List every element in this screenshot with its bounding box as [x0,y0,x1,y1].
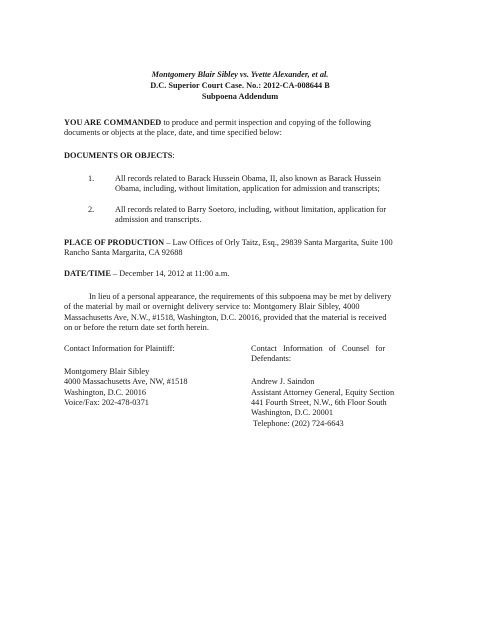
delivery-line: of the material by mail or overnight delivery service to: Montgomery Blair Sibley, 4000 [64,302,360,312]
datetime-label: DATE/TIME [64,269,111,278]
delivery-line: In lieu of a personal appearance, the requirements of this subpoena may be met by delivery [89,292,392,301]
counsel-address2: Washington, D.C. 20001 [251,408,334,418]
counsel-address1: 441 Fourth Street, N.W., 6th Floor South [251,398,387,408]
plaintiff-name: Montgomery Blair Sibley [64,366,150,376]
defendants-counsel-contact [251,344,394,429]
place-line1: – Law Offices of Orly Taitz, Esq., 29839 Santa Margarita, Suite 100 [164,238,393,247]
delivery-paragraph [64,292,426,334]
counsel-title: Assistant Attorney General, Equity Section [251,387,395,397]
delivery-line: on or before the return date set forth herein. [64,323,209,333]
defendants-heading-2: Defendants: [251,354,292,364]
item-number: 2. [88,205,95,214]
place-label: PLACE OF PRODUCTION [64,238,165,247]
item-line: All records related to Barack Hussein Obama, II, also known as Barack Hussein [115,174,381,183]
documents-heading: DOCUMENTS OR OBJECTS: [64,151,175,160]
delivery-line: Massachusetts Ave, N.W., #1518, Washington, D.C. 20016, provided that the material is received [64,312,387,322]
command-line1: to produce and permit inspection and copying of the following [161,118,371,127]
command-line2: documents or objects at the place, date, and time specified below: [64,128,282,138]
place-of-production [64,238,434,259]
case-number: D.C. Superior Court Case. No.: 2012-CA-008644 B [150,81,330,90]
plaintiff-address2: Washington, D.C. 20016 [64,387,147,397]
command-lead: YOU ARE COMMANDED [64,118,162,127]
case-title: Montgomery Blair Sibley vs. Yvette Alexander, et al. [151,70,329,79]
place-line2: Rancho Santa Margarita, CA 92688 [64,248,183,258]
defendants-heading: Contact Information of Counsel for [251,344,386,353]
item-number: 1. [88,174,95,183]
datetime-value: – December 14, 2012 at 11:00 a.m. [110,269,230,278]
plaintiff-address1: 4000 Massachusetts Ave, NW, #1518 [64,377,188,387]
document-title: Subpoena Addendum [201,92,279,101]
counsel-name: Andrew J. Saindon [251,377,315,387]
item-line: Obama, including, without limitation, application for admission and transcripts; [115,184,380,194]
item-line: All records related to Barry Soetoro, including, without limitation, application for [115,205,387,214]
counsel-phone: Telephone: (202) 724-6643 [253,418,344,428]
plaintiff-contact [64,344,188,408]
plaintiff-phone: Voice/Fax: 202-478-0371 [64,398,149,408]
plaintiff-heading: Contact Information for Plaintiff: [64,344,175,353]
date-time [64,269,229,279]
item-line: admission and transcripts. [115,215,202,225]
command-paragraph [64,118,424,139]
